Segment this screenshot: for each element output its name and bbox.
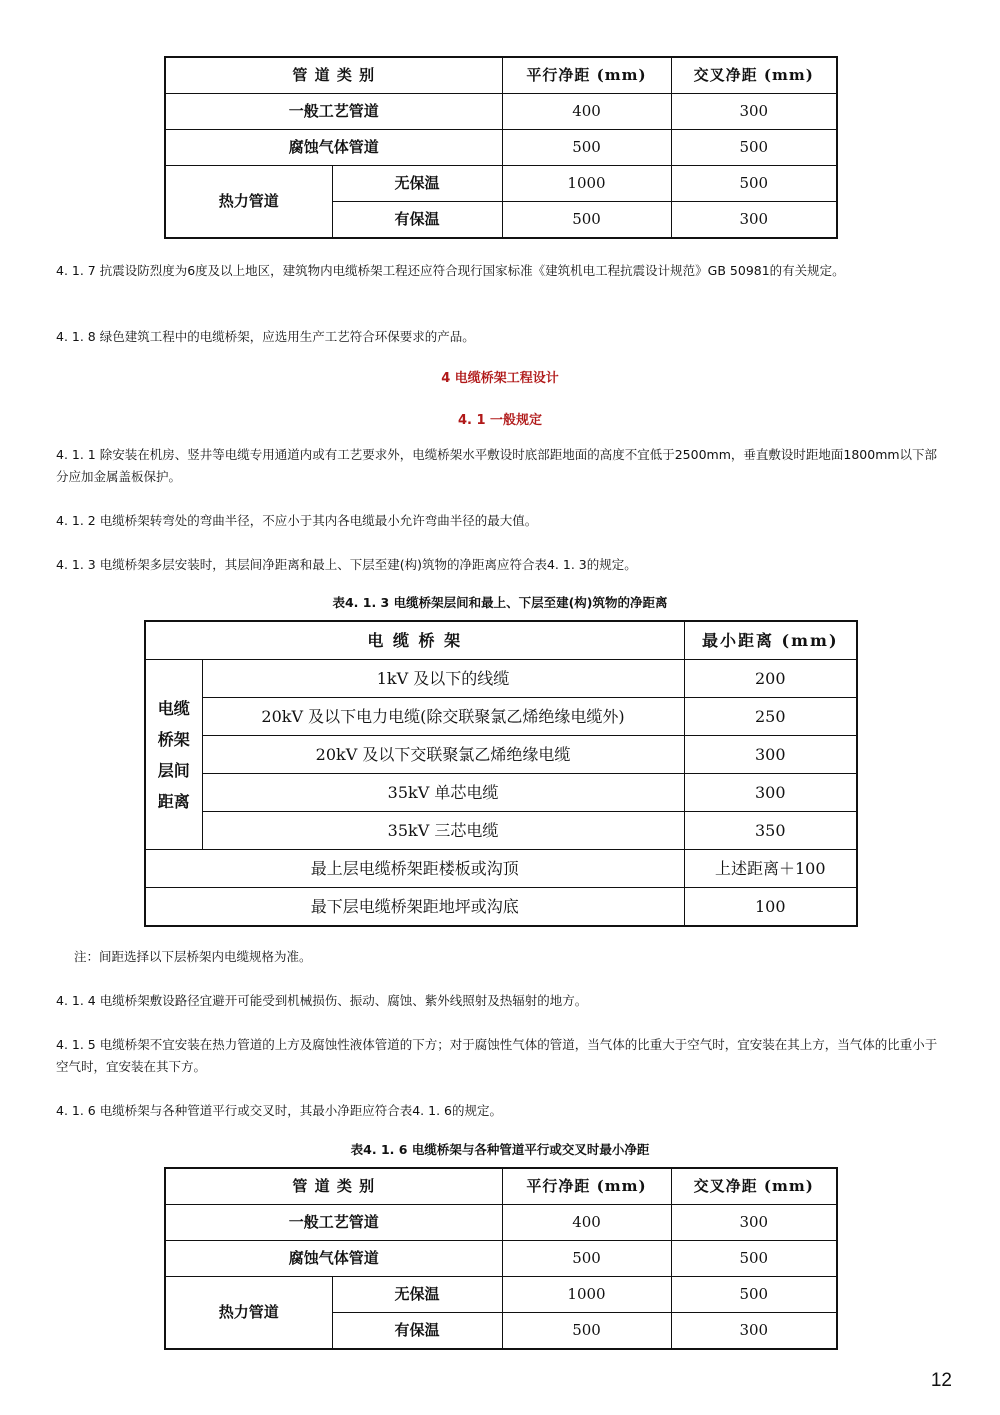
table-row [165,94,837,130]
row-category: 一般工艺管道 [165,94,502,130]
clause-4-1-2: 4. 1. 2 电缆桥架转弯处的弯曲半径，不应小于其内各电缆最小允许弯曲半径的最大值。 [56,513,538,528]
table-row [145,812,857,850]
clause-4-1-5: 4. 1. 5 电缆桥架不宜安装在热力管道的上方及腐蚀性液体管道的下方；对于腐蚀性气体的管道，当气体的比重大于空气时，宜安装在其上方，当气体的比重小于空气时，宜安装在其下方。 [56,1037,938,1074]
sub-category: 无保温 [332,166,502,202]
page-number: 12 [930,1370,952,1391]
distance-value: 250 [684,698,857,736]
table-row [165,1241,837,1277]
clause-4-1-1: 4. 1. 1 除安装在机房、竖井等电缆专用通道内或有工艺要求外，电缆桥架水平敷设时底部距地面的高度不宜低于2500mm，垂直敷设时距地面1800mm以下部分应加金属盖板保护。 [56,447,938,484]
cable-type: 最上层电缆桥架距楼板或沟顶 [145,850,684,888]
clause-4-1-4: 4. 1. 4 电缆桥架敷设路径宜避开可能受到机械损伤、振动、腐蚀、紫外线照射及热辐射的地方。 [56,993,588,1008]
table-row [165,1277,837,1313]
row-parallel: 500 [502,202,671,239]
clause-4-1-6: 4. 1. 6 电缆桥架与各种管道平行或交叉时，其最小净距应符合表4. 1. 6的规定。 [56,1103,502,1118]
row-category: 一般工艺管道 [165,1205,502,1241]
table-row [145,736,857,774]
header-min-distance: 最小距离 (mm) [684,621,857,660]
bridge-clearance-table [144,620,858,927]
distance-value: 上述距离＋100 [684,850,857,888]
row-category: 腐蚀气体管道 [165,1241,502,1277]
group-label-line: 距离 [157,791,190,811]
table-row [165,166,837,202]
row-cross: 500 [671,130,837,166]
section-title: 4. 1 一般规定 [457,413,543,428]
distance-value: 300 [684,736,857,774]
table-row [145,888,857,927]
row-cross: 500 [671,1241,837,1277]
distance-value: 350 [684,812,857,850]
group-label [145,660,202,850]
thermal-pipe-label: 热力管道 [165,1277,332,1350]
row-cross: 300 [671,1313,837,1350]
table-row [165,1205,837,1241]
row-cross: 500 [671,1277,837,1313]
chapter-title: 4 电缆桥架工程设计 [441,371,559,386]
distance-value: 300 [684,774,857,812]
cable-type: 20kV 及以下交联聚氯乙烯绝缘电缆 [202,736,684,774]
header-parallel: 平行净距 (mm) [502,1168,671,1205]
table-row [165,130,837,166]
row-cross: 500 [671,166,837,202]
table-row [145,698,857,736]
cable-type: 1kV 及以下的线缆 [202,660,684,698]
sub-category: 有保温 [332,202,502,239]
table-note: 注：间距选择以下层桥架内电缆规格为准。 [74,949,312,964]
clause-4-1-7: 4. 1. 7 抗震设防烈度为6度及以上地区，建筑物内电缆桥架工程还应符合现行国家标准《建筑机电工程抗震设计规范》GB 50981的有关规定。 [56,263,845,278]
cable-type: 20kV 及以下电力电缆(除交联聚氯乙烯绝缘电缆外) [202,698,684,736]
distance-value: 200 [684,660,857,698]
table-caption-4-1-3: 表4. 1. 3 电缆桥架层间和最上、下层至建(构)筑物的净距离 [332,595,668,610]
cable-type: 35kV 单芯电缆 [202,774,684,812]
pipe-distance-table-bottom [164,1167,838,1350]
row-parallel: 500 [502,1313,671,1350]
distance-value: 100 [684,888,857,927]
group-label-line: 桥架 [157,729,190,749]
table-caption-4-1-6: 表4. 1. 6 电缆桥架与各种管道平行或交叉时最小净距 [350,1142,650,1157]
thermal-pipe-label: 热力管道 [165,166,332,239]
header-category: 管 道 类 别 [165,1168,502,1205]
row-cross: 300 [671,94,837,130]
sub-category: 有保温 [332,1313,502,1350]
row-category: 腐蚀气体管道 [165,130,502,166]
header-cross: 交叉净距 (mm) [671,1168,837,1205]
row-parallel: 400 [502,1205,671,1241]
group-label-line: 电缆 [157,698,190,718]
row-parallel: 400 [502,94,671,130]
cable-type: 最下层电缆桥架距地坪或沟底 [145,888,684,927]
clause-4-1-8: 4. 1. 8 绿色建筑工程中的电缆桥架，应选用生产工艺符合环保要求的产品。 [56,329,475,344]
header-parallel: 平行净距 (mm) [502,57,671,94]
group-label-line: 层间 [157,760,190,780]
sub-category: 无保温 [332,1277,502,1313]
row-parallel: 500 [502,130,671,166]
table-row [145,774,857,812]
clause-4-1-3: 4. 1. 3 电缆桥架多层安装时，其层间净距离和最上、下层至建(构)筑物的净距离应符合表4. 1. 3的规定。 [56,557,637,572]
pipe-distance-table-top [164,56,838,239]
row-cross: 300 [671,1205,837,1241]
header-bridge: 电 缆 桥 架 [145,621,684,660]
row-parallel: 500 [502,1241,671,1277]
table-row [145,660,857,698]
cable-type: 35kV 三芯电缆 [202,812,684,850]
header-cross: 交叉净距 (mm) [671,57,837,94]
row-parallel: 1000 [502,1277,671,1313]
header-category: 管 道 类 别 [165,57,502,94]
row-parallel: 1000 [502,166,671,202]
table-row [145,850,857,888]
row-cross: 300 [671,202,837,239]
